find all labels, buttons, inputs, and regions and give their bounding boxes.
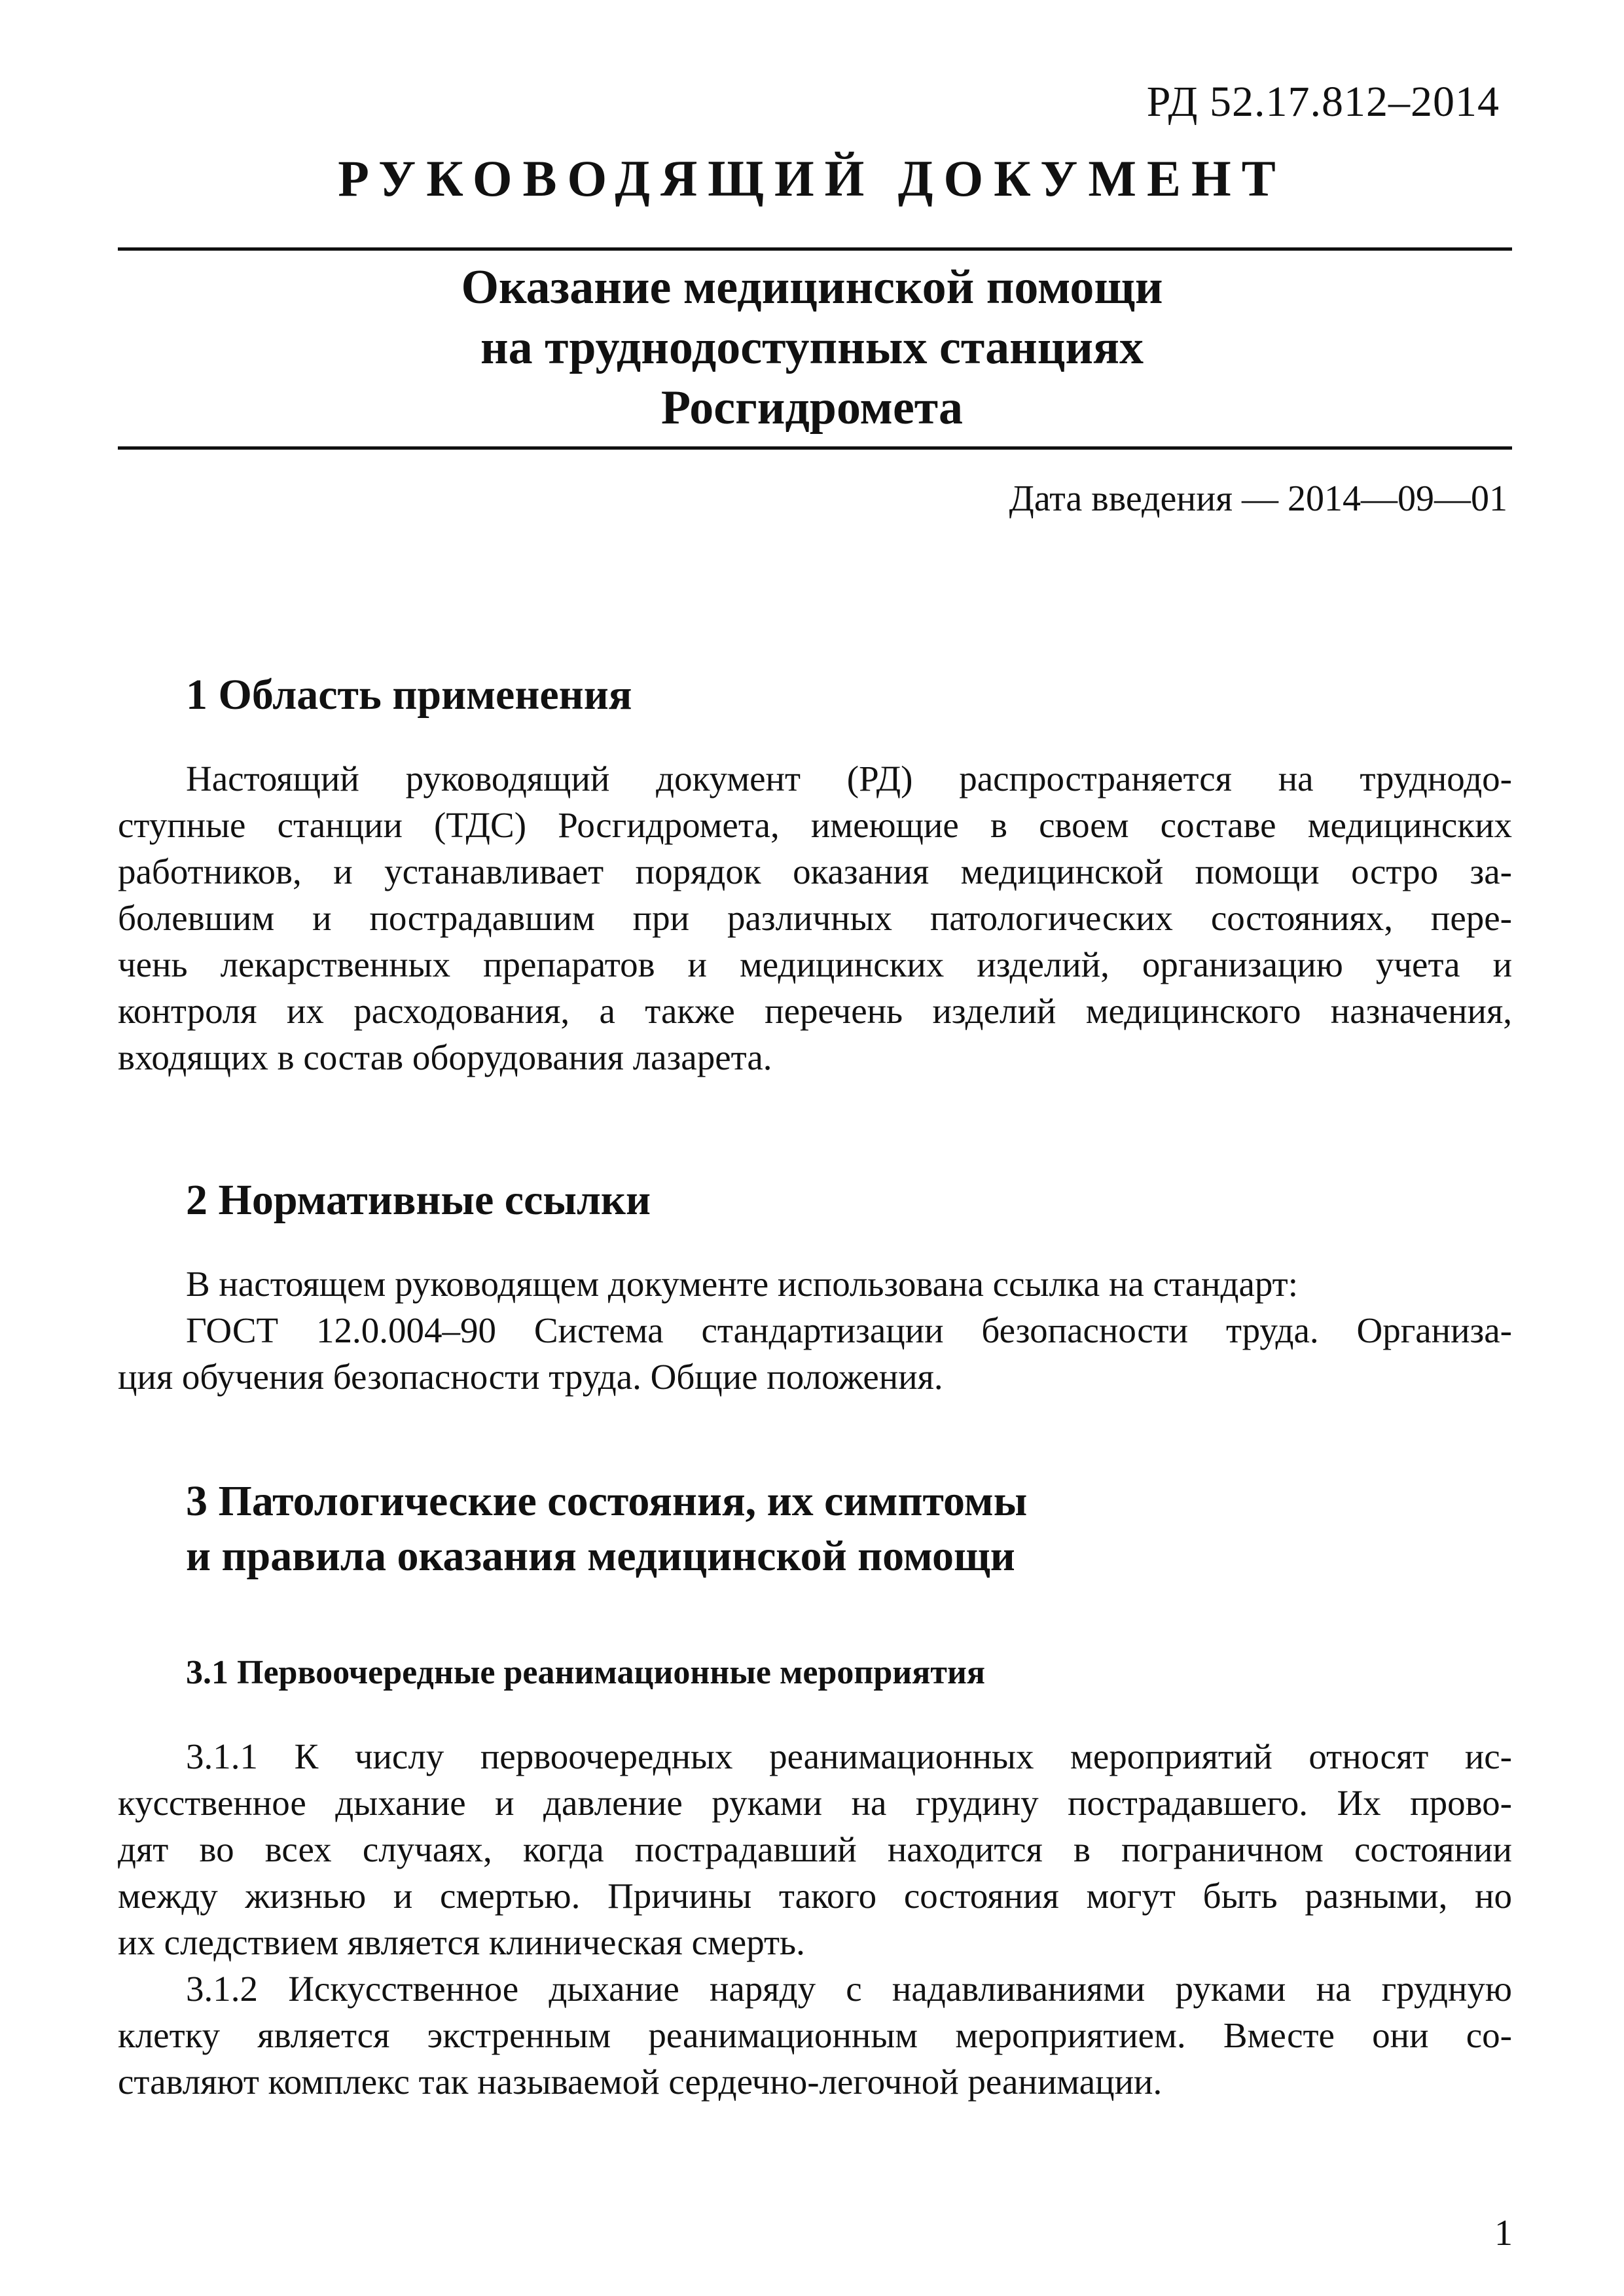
paragraph-line: Настоящий руководящий документ (РД) распространяется на труднодо- [186,759,1512,798]
paragraph-line: входящих в состав оборудования лазарета. [118,1037,772,1077]
title-line: на труднодоступных станциях [480,321,1144,374]
paragraph-3-1-2 [118,1965,1512,2105]
introduction-date: Дата введения — 2014—09—01 [1009,478,1507,519]
paragraph-line: 3.1.1 К числу первоочередных реанимационных мероприятий относят ис- [186,1736,1512,1776]
section-1-paragraph [118,755,1512,1081]
paragraph-line: клетку является экстренным реанимационным мероприятием. Вместе они со- [118,2015,1512,2055]
paragraph-line: их следствием является клиническая смерть. [118,1922,805,1962]
document-title [0,257,1624,438]
paragraph-line: чень лекарственных препаратов и медицинских изделий, организацию учета и [118,944,1512,984]
section-3-heading [186,1474,1027,1584]
paragraph-line: ставляют комплекс так называемой сердечно-легочной реанимации. [118,2062,1163,2102]
paragraph-line: кусственное дыхание и давление руками на грудину пострадавшего. Их прово- [118,1783,1512,1823]
paragraph-line: В настоящем руководящем документе использована ссылка на стандарт: [186,1264,1298,1304]
section-2-paragraph [118,1261,1512,1307]
paragraph-line: ция обучения безопасности труда. Общие положения. [118,1357,943,1397]
paragraph-line: контроля их расходования, а также перечень изделий медицинского назначения, [118,991,1512,1031]
title-line: Оказание медицинской помощи [461,260,1163,314]
page-number: 1 [1494,2213,1513,2253]
section-1-heading: 1 Область применения [186,671,632,719]
document-type-heading: РУКОВОДЯЩИЙ ДОКУМЕНТ [338,150,1286,207]
title-top-rule [118,247,1512,251]
title-line: Росгидромета [660,381,964,435]
paragraph-3-1-1 [118,1733,1512,1965]
section-2-reference [118,1307,1512,1400]
heading-line: и правила оказания медицинской помощи [186,1532,1015,1580]
paragraph-line: ГОСТ 12.0.004–90 Система стандартизации безопасности труда. Организа- [186,1310,1512,1350]
subsection-3-1-heading: 3.1 Первоочередные реанимационные мероприятия [186,1654,986,1691]
paragraph-line: ступные станции (ТДС) Росгидромета, имеющие в своем составе медицинских [118,805,1512,845]
paragraph-line: работников, и устанавливает порядок оказания медицинской помощи остро за- [118,852,1512,891]
paragraph-line: между жизнью и смертью. Причины такого состояния могут быть разными, но [118,1876,1512,1916]
paragraph-line: 3.1.2 Искусственное дыхание наряду с надавливаниями руками на грудную [186,1969,1512,2009]
heading-line: 3 Патологические состояния, их симптомы [186,1477,1028,1525]
paragraph-line: дят во всех случаях, когда пострадавший находится в пограничном состоянии [118,1829,1512,1869]
paragraph-line: болевшим и пострадавшим при различных патологических состояниях, пере- [118,898,1512,938]
section-2-heading: 2 Нормативные ссылки [186,1176,651,1224]
title-bottom-rule [118,446,1512,450]
document-code: РД 52.17.812–2014 [1146,78,1500,126]
